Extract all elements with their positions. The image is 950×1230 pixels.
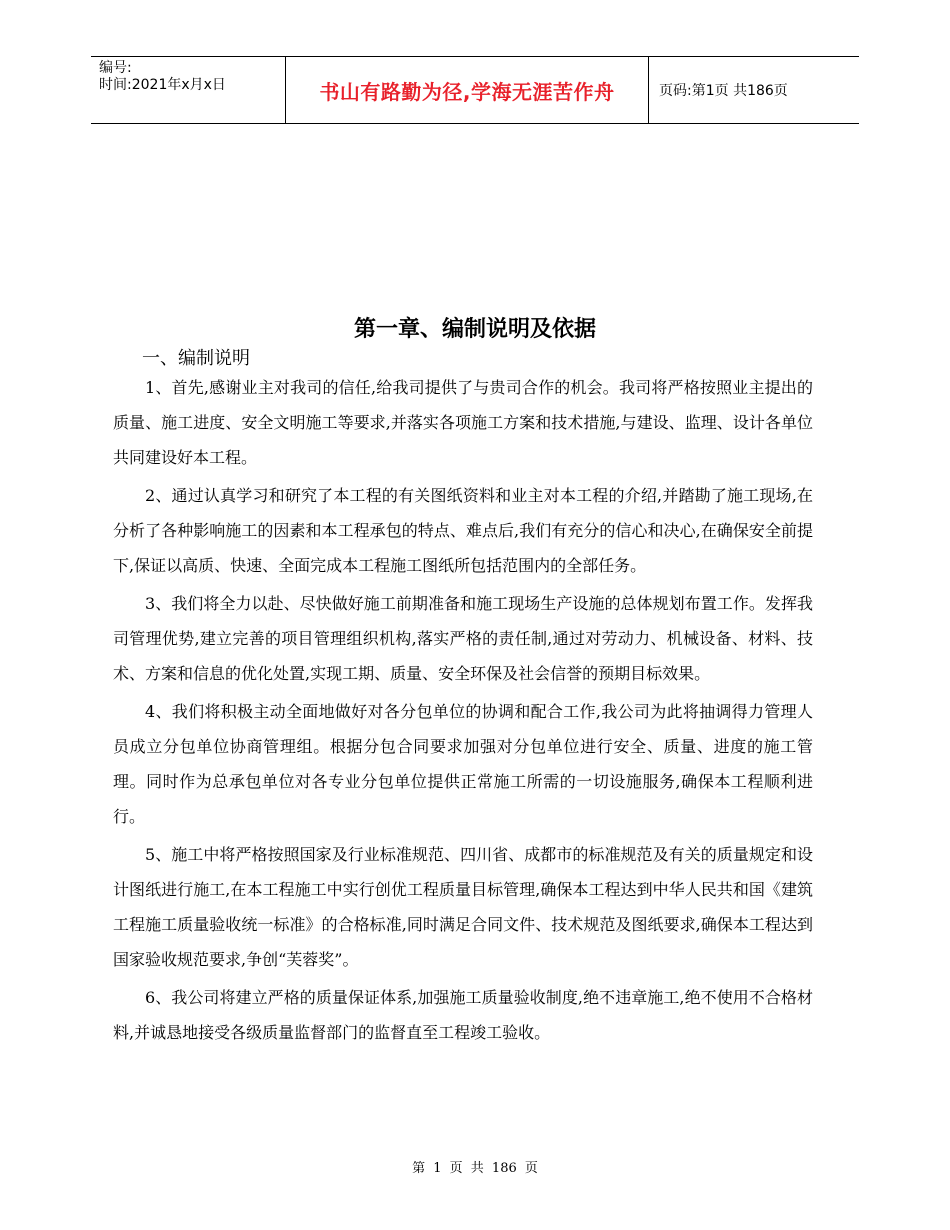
header-page-info: 页码:第1页 共186页 (659, 83, 788, 99)
paragraph-2: 2、通过认真学习和研究了本工程的有关图纸资料和业主对本工程的介绍,并踏勘了施工现场,在分析了各种影响施工的因素和本工程承包的特点、难点后,我们有充分的信心和决心,在确保安全前提下,保证以高质、快速、全面完成本工程施工图纸所包括范围内的全部任务。 (113, 486, 813, 575)
paragraph-1: 1、首先,感谢业主对我司的信任,给我司提供了与贵司合作的机会。我司将严格按照业主提出的质量、施工进度、安全文明施工等要求,并落实各项施工方案和技术措施,与建设、监理、设计各单位共同建设好本工程。 (113, 378, 813, 467)
date-label: 时间:2021年x月x日 (99, 77, 226, 93)
header-meta (91, 57, 286, 123)
header-motto: 书山有路勤为径,学海无涯苦作舟 (286, 57, 649, 123)
section-heading: 一、编制说明 (142, 348, 250, 369)
paragraph-4: 4、我们将积极主动全面地做好对各分包单位的协调和配合工作,我公司为此将抽调得力管理人员成立分包单位协商管理组。根据分包合同要求加强对分包单位进行安全、质量、进度的施工管理。同时作为总承包单位对各专业分包单位提供正常施工所需的一切设施服务,确保本工程顺利进行。 (113, 702, 813, 826)
body-text (113, 370, 813, 1053)
paragraph-6: 6、我公司将建立严格的质量保证体系,加强施工质量验收制度,绝不违章施工,绝不使用不合格材料,并诚恳地接受各级质量监督部门的监督直至工程竣工验收。 (113, 988, 813, 1042)
page-footer: 第 1 页 共 186 页 (412, 1161, 538, 1176)
paragraph-5: 5、施工中将严格按照国家及行业标准规范、四川省、成都市的标准规范及有关的质量规定和设计图纸进行施工,在本工程施工中实行创优工程质量目标管理,确保本工程达到中华人民共和国《建筑工程施工质量验收统一标准》的合格标准,同时满足合同文件、技术规范及图纸要求,确保本工程达到国家验收规范要求,争创“芙蓉奖”。 (113, 845, 813, 969)
chapter-title: 第一章、编制说明及依据 (353, 317, 596, 342)
number-label: 编号: (99, 60, 132, 76)
paragraph-3: 3、我们将全力以赴、尽快做好施工前期准备和施工现场生产设施的总体规划布置工作。发挥我司管理优势,建立完善的项目管理组织机构,落实严格的责任制,通过对劳动力、机械设备、材料、技术、方案和信息的优化处置,实现工期、质量、安全环保及社会信誉的预期目标效果。 (113, 594, 813, 683)
page-header (91, 56, 859, 124)
